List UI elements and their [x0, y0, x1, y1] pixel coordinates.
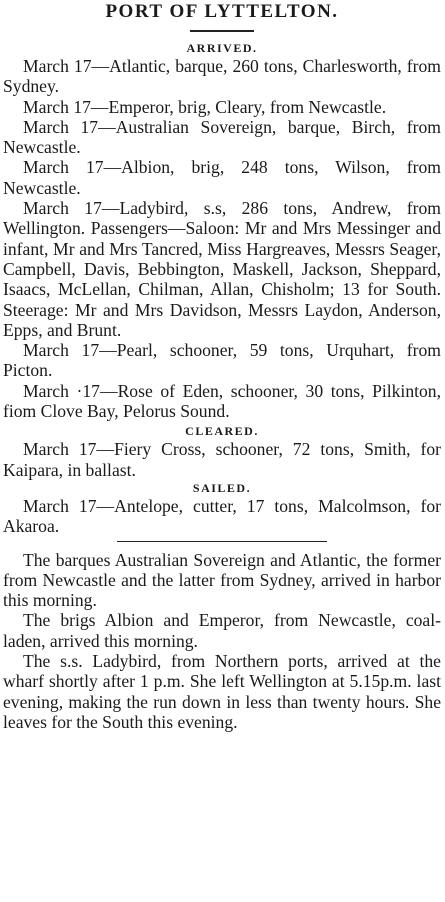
section-heading-sailed: SAILED. [192, 480, 252, 495]
shipping-entry: March 17—Australian Sovereign, barque, Birch, from Newcastle. [3, 116, 441, 158]
shipping-entry: March 17—Albion, brig, 248 tons, Wilson, from Newcastle. [3, 157, 441, 198]
news-paragraph: The brigs Albion and Emperor, from Newcastle, coal-laden, arrived this morning. [3, 610, 441, 651]
news-paragraph: The s.s. Ladybird, from Northern ports, arrived at the wharf shortly after 1 p.m. She left Wellington at 5.15p.m. last evening, making the run down in less than twenty hours. She leaves for the South this evening. [3, 651, 441, 732]
shipping-entry: March 17—Atlantic, barque, 260 tons, Charlesworth, from Sydney. [3, 56, 441, 97]
shipping-entry: March 17—Ladybird, s.s, 286 tons, Andrew, from Wellington. Passengers—Saloon: Mr and Mrs Messinger and infant, Mr and Mrs Tancred, Miss Hargreaves, Messrs Seager, Campbell, Davis, Bebbington, Maskell, Jackson, Sheppard, Isaacs, McLellan, Chilman, Allan, Chisholm; 13 for South. Steerage: Mr and Mrs Davidson, Messrs Laydon, Anderson, Epps, and Brunt. [3, 198, 441, 340]
shipping-entry: March 17—Emperor, brig, Cleary, from Newcastle. [23, 96, 387, 117]
title-rule [190, 30, 254, 32]
page-title: PORT OF LYTTELTON. [105, 1, 339, 22]
shipping-entry: March 17—Pearl, schooner, 59 tons, Urquhart, from Picton. [3, 340, 441, 381]
section-heading-cleared: CLEARED. [185, 424, 259, 439]
section-divider [117, 541, 327, 542]
section-heading-arrived: ARRIVED. [186, 41, 258, 55]
shipping-entry: March 17—Antelope, cutter, 17 tons, Malcolmson, for Akaroa. [3, 495, 441, 537]
shipping-entry: March ·17—Rose of Eden, schooner, 30 tons, Pilkinton, fiom Clove Bay, Pelorus Sound. [3, 380, 441, 422]
news-paragraph: The barques Australian Sovereign and Atlantic, the former from Newcastle and the latter from Sydney, arrived in harbor this morning. [3, 549, 441, 611]
shipping-entry: March 17—Fiery Cross, schooner, 72 tons, Smith, for Kaipara, in ballast. [3, 439, 441, 480]
